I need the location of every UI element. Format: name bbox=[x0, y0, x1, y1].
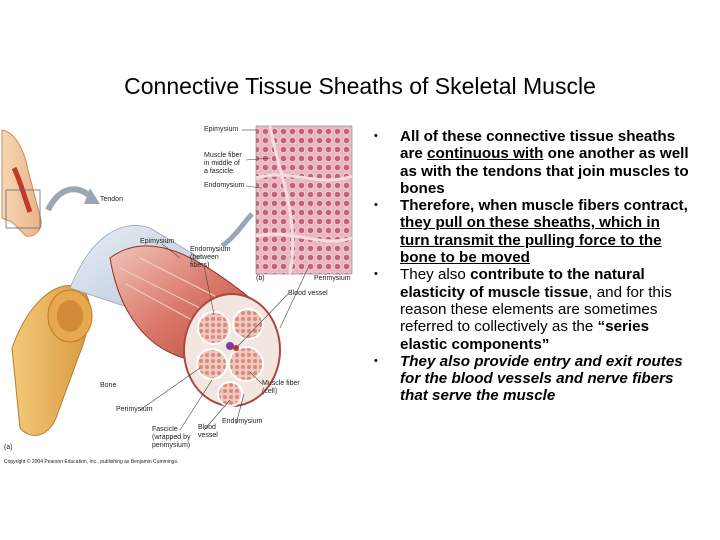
bullet-item bbox=[370, 197, 690, 266]
slide-title: Connective Tissue Sheaths of Skeletal Muscle bbox=[124, 73, 596, 100]
label-muscle-fiber-cell-1: Muscle fiber bbox=[262, 380, 300, 387]
bullet-list bbox=[370, 128, 690, 405]
muscle-anatomy-figure bbox=[0, 118, 360, 470]
bullet-glyph: • bbox=[374, 199, 378, 212]
bullet-1-text-c: one another as well as with the tendons that join muscles to bones bbox=[400, 145, 689, 197]
label-epimysium: Epimysium bbox=[140, 238, 175, 245]
label-endomysium-top: Endomysium bbox=[204, 182, 245, 189]
label-bone: Bone bbox=[100, 382, 117, 389]
label-blood-vessel-top: Blood vessel bbox=[288, 290, 328, 297]
label-blood-1: Blood bbox=[198, 424, 216, 431]
label-panel-a: (a) bbox=[4, 444, 13, 451]
arrow-icon bbox=[222, 214, 252, 246]
label-fascicle-3: perimysium) bbox=[152, 442, 191, 449]
label-panel-b: (b) bbox=[256, 275, 265, 282]
bullet-3-text-d: “series elastic components” bbox=[400, 318, 650, 353]
label-perimysium-right: Perimysium bbox=[314, 275, 351, 282]
micrograph-panel bbox=[256, 126, 352, 274]
label-muscle-fiber-3: a fascicle bbox=[204, 168, 234, 175]
bullet-3-text-b: contribute to the natural elasticity of muscle tissue bbox=[400, 266, 645, 301]
bullet-glyph: • bbox=[374, 354, 378, 367]
label-endomysium-3: fibers) bbox=[190, 262, 210, 269]
bullet-2-text-b: they pull on these sheaths, which in turn transmit the pulling force to the bone to be moved bbox=[400, 214, 662, 267]
bullet-item bbox=[370, 266, 690, 352]
bullet-glyph: • bbox=[374, 268, 378, 281]
label-fascicle-1: Fascicle bbox=[152, 426, 178, 433]
arrow-icon bbox=[48, 189, 92, 210]
bullet-4-text: They also provide entry and exit routes for the blood vessels and nerve fibers that serve the muscle bbox=[400, 352, 683, 405]
label-muscle-fiber-1: Muscle fiber bbox=[204, 152, 242, 159]
bullet-3-text-a: They also bbox=[400, 266, 471, 284]
label-perimysium: Perimysium bbox=[116, 406, 153, 413]
label-fascicle-2: (wrapped by bbox=[152, 434, 191, 441]
label-endomysium-bottom: Endomysium bbox=[222, 418, 263, 425]
label-muscle-fiber-2: in middle of bbox=[204, 160, 240, 167]
bullet-2-text-a: Therefore, when muscle fibers contract, bbox=[400, 197, 688, 215]
bullet-glyph: • bbox=[374, 130, 378, 142]
bullet-1-text-a: All of these connective tissue sheaths are bbox=[400, 128, 676, 163]
label-endomysium-2: (between bbox=[190, 254, 219, 261]
bullet-item bbox=[370, 128, 690, 197]
label-endomysium-1: Endomysium bbox=[190, 246, 231, 253]
label-muscle-fiber-cell-2: (cell) bbox=[262, 388, 278, 395]
bullet-item bbox=[370, 353, 690, 405]
label-blood-2: vessel bbox=[198, 432, 218, 439]
label-tendon: Tendon bbox=[100, 196, 123, 203]
label-epimysium-top: Epimysium bbox=[204, 126, 239, 133]
copyright-text: Copyright © 2004 Pearson Education, Inc., publishing as Benjamin Cummings. bbox=[4, 459, 179, 465]
arm-inset bbox=[2, 130, 41, 236]
bullet-3-text-c: , and for this reason these elements are sometimes referred to collectively as the bbox=[400, 283, 672, 336]
bone-illustration bbox=[12, 286, 92, 436]
bullet-1-text-b: continuous with bbox=[427, 145, 544, 163]
